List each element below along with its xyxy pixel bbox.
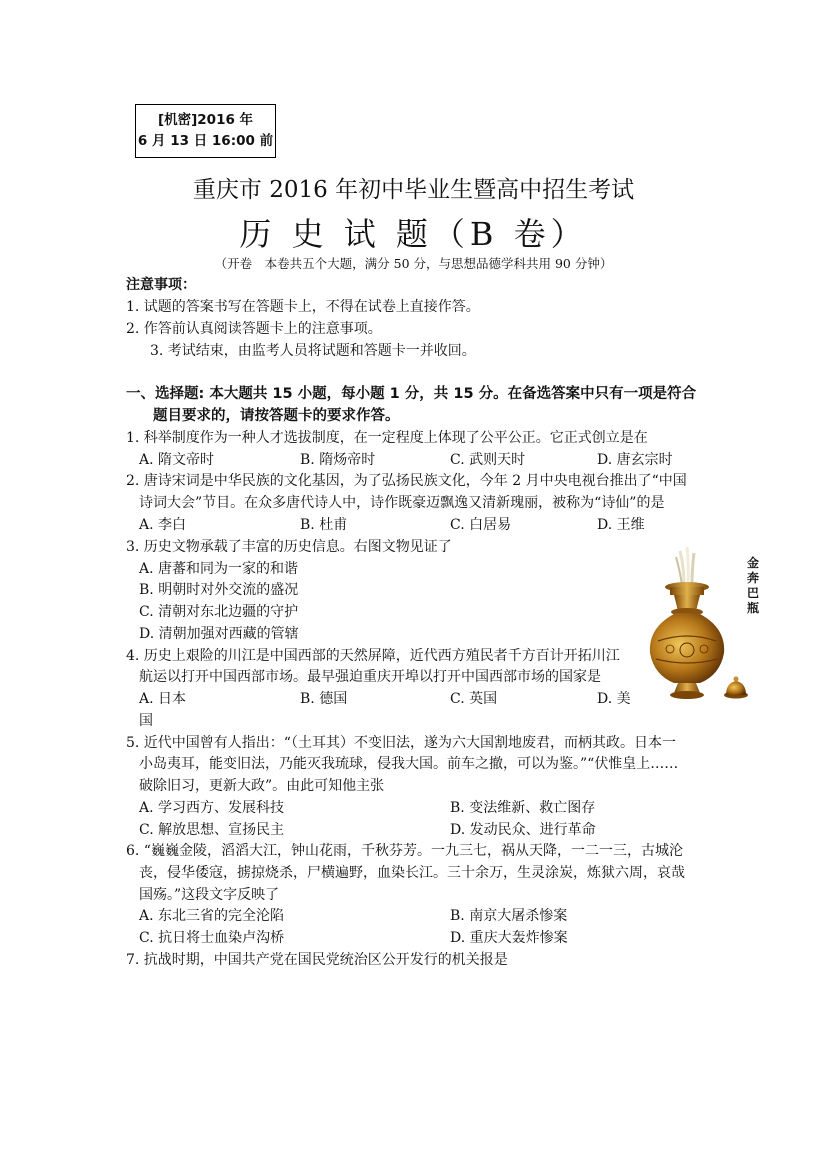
question-6-stem-cont-2: 国殇。”这段文字反映了 <box>139 887 280 903</box>
exam-subtitle: （开卷 本卷共五个大题，满分 50 分，与思想品德学科共用 90 分钟） <box>214 256 613 271</box>
notice-heading: 注意事项： <box>126 277 196 293</box>
q1-option-d: D. 唐玄宗时 <box>597 452 673 468</box>
q1-option-b: B. 隋炀帝时 <box>300 452 376 468</box>
section-1-heading: 一、选择题: 本大题共 15 小题，每小题 1 分，共 15 分。在备选答案中只有一项是符合 <box>126 386 697 402</box>
question-1-stem: 1. 科举制度作为一种人才选拔制度，在一定程度上体现了公平公正。它正式创立是在 <box>126 430 648 446</box>
question-5-stem: 5. 近代中国曾有人指出：“（土耳其）不变旧法，遂为六大国割地废君，而柄其政。日本一 <box>126 735 676 751</box>
q4-option-d: D. 美 <box>597 691 631 707</box>
q2-option-b: B. 杜甫 <box>300 517 348 533</box>
notice-item-3: 3. 考试结束，由监考人员将试题和答题卡一并收回。 <box>150 343 476 359</box>
q5-option-d: D. 发动民众、进行革命 <box>450 822 596 838</box>
q1-option-c: C. 武则天时 <box>450 452 526 468</box>
notice-item-2: 2. 作答前认真阅读答题卡上的注意事项。 <box>126 321 382 337</box>
notice-item-1: 1. 试题的答案书写在答题卡上，不得在试卷上直接作答。 <box>126 299 480 315</box>
q3-option-c: C. 清朝对东北边疆的守护 <box>139 604 299 620</box>
q4-option-a: A. 日本 <box>139 691 187 707</box>
golden-vase-image <box>640 545 760 705</box>
q3-option-b: B. 明朝时对外交流的盛况 <box>139 582 299 598</box>
q3-option-d: D. 清朝加强对西藏的管辖 <box>139 626 299 642</box>
q5-option-a: A. 学习西方、发展科技 <box>139 800 285 816</box>
q6-option-a: A. 东北三省的完全沦陷 <box>139 908 285 924</box>
q6-option-b: B. 南京大屠杀惨案 <box>450 908 568 924</box>
question-2-stem-cont: 诗词大会”节目。在众多唐代诗人中，诗作既豪迈飘逸又清新瑰丽，被称为“诗仙”的是 <box>139 495 665 511</box>
q6-option-d: D. 重庆大轰炸惨案 <box>450 930 568 946</box>
confidential-line-1: [机密]2016 年 <box>157 112 254 128</box>
q4-option-d-wrap: 国 <box>139 713 153 729</box>
exam-title: 重庆市 2016 年初中毕业生暨高中招生考试 <box>192 177 635 203</box>
question-4-stem: 4. 历史上艰险的川江是中国西部的天然屏障，近代西方殖民者千方百计开拓川江 <box>126 648 620 664</box>
confidential-stamp <box>135 104 276 158</box>
subject-title: 历 史 试 题（B 卷） <box>239 215 588 253</box>
golden-vase-drawing <box>640 545 760 705</box>
confidential-line-2: 6 月 13 日 16:00 前 <box>137 133 274 149</box>
question-4-stem-cont: 航运以打开中国西部市场。最早强迫重庆开埠以打开中国西部市场的国家是 <box>139 669 601 685</box>
q4-option-c: C. 英国 <box>450 691 498 707</box>
q4-option-b: B. 德国 <box>300 691 348 707</box>
q2-option-c: C. 白居易 <box>450 517 512 533</box>
q6-option-c: C. 抗日将士血染卢沟桥 <box>139 930 285 946</box>
question-5-stem-cont: 小岛夷耳，能变旧法，乃能灭我琉球，侵我大国。前车之撤，可以为鉴。”“伏惟皇上…… <box>139 756 679 772</box>
section-1-heading-cont: 题目要求的，请按答题卡的要求作答。 <box>153 408 400 424</box>
question-6-stem: 6. “巍巍金陵，滔滔大江，钟山花雨，千秋芬芳。一九三七，祸从天降，一二一三，古城沦 <box>126 843 683 859</box>
question-5-stem-cont-2: 破除旧习，更新大政”。由此可知他主张 <box>139 778 385 794</box>
q5-option-c: C. 解放思想、宣扬民主 <box>139 822 285 838</box>
question-3-stem: 3. 历史文物承载了丰富的历史信息。右图文物见证了 <box>126 539 452 555</box>
question-6-stem-cont: 丧，侵华倭寇，掳掠烧杀，尸横遍野，血染长江。三十余万，生灵涂炭，炼狱六周，哀哉 <box>139 865 685 881</box>
q1-option-a: A. 隋文帝时 <box>139 452 215 468</box>
q2-option-a: A. 李白 <box>139 517 187 533</box>
q5-option-b: B. 变法维新、救亡图存 <box>450 800 596 816</box>
question-7-stem: 7. 抗战时期，中国共产党在国民党统治区公开发行的机关报是 <box>126 952 508 968</box>
q3-option-a: A. 唐蕃和同为一家的和谐 <box>139 561 299 577</box>
q2-option-d: D. 王维 <box>597 517 645 533</box>
question-2-stem: 2. 唐诗宋词是中华民族的文化基因，为了弘扬民族文化，今年 2 月中央电视台推出了“中国 <box>126 473 687 489</box>
vase-caption: 金 奔 巴 瓶 <box>746 556 759 615</box>
